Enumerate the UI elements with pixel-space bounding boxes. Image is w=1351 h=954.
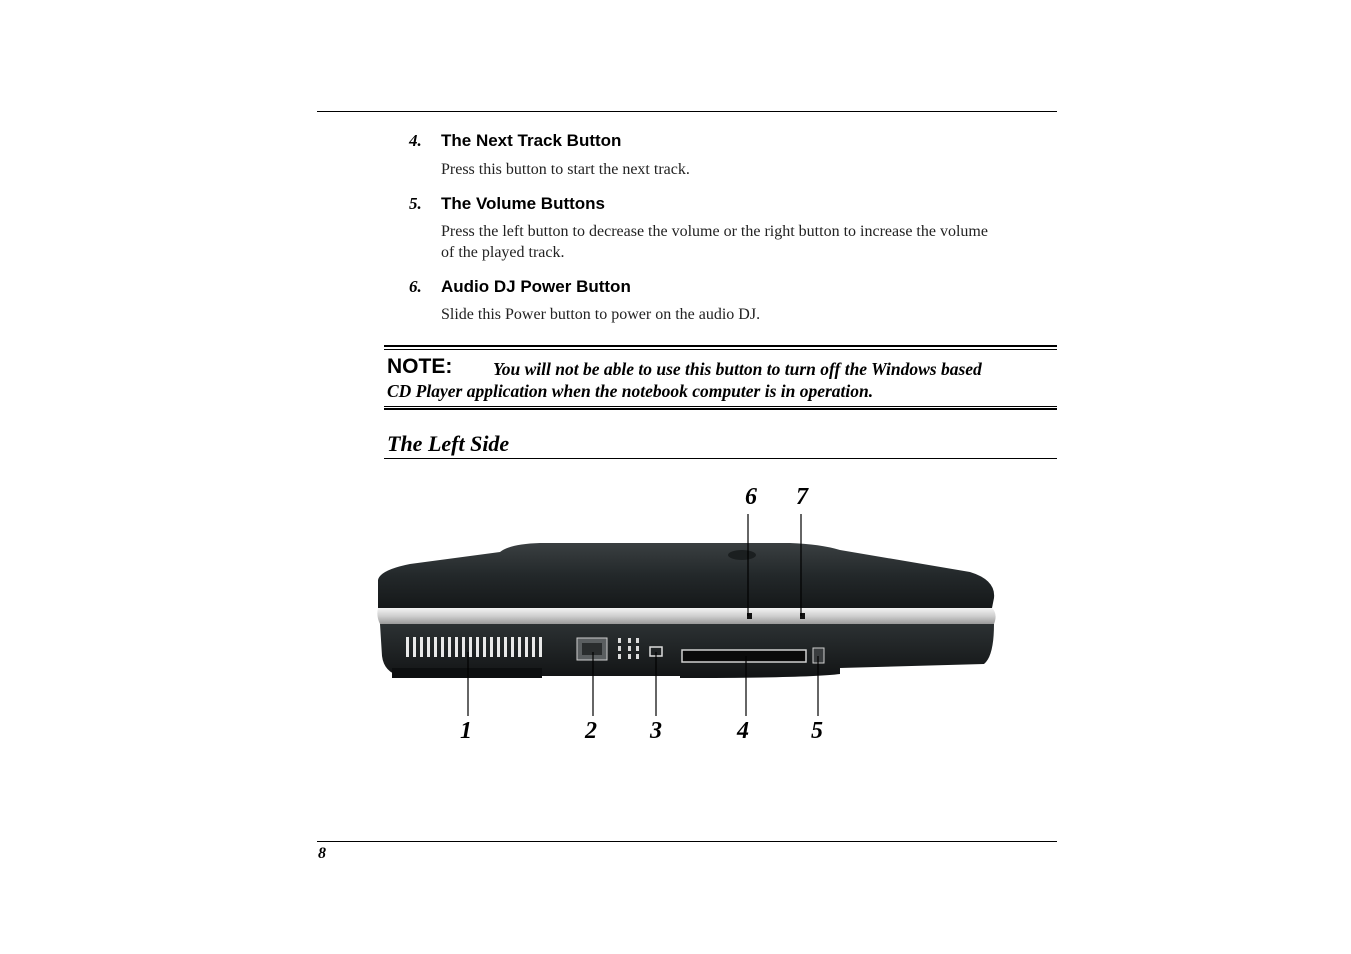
item-body: Press this button to start the next track. bbox=[441, 161, 690, 178]
pc-card-slot bbox=[682, 650, 806, 662]
callout-4: 4 bbox=[737, 718, 749, 744]
laptop-left-side-figure bbox=[370, 480, 1010, 750]
item-number: 4. bbox=[409, 131, 422, 150]
item-body: Slide this Power button to power on the audio DJ. bbox=[441, 306, 761, 323]
note-bottom-border bbox=[384, 408, 1057, 410]
footer-rule bbox=[317, 841, 1057, 842]
item-body-line: of the played track. bbox=[441, 244, 565, 261]
section-rule bbox=[384, 458, 1057, 459]
callout-3: 3 bbox=[650, 718, 662, 744]
item-body-line: Press the left button to decrease the volume or the right button to increase the volume bbox=[441, 223, 988, 240]
callout-7: 7 bbox=[796, 484, 808, 510]
note-line: CD Player application when the notebook computer is in operation. bbox=[387, 381, 874, 401]
lid-logo bbox=[728, 550, 756, 560]
item-heading: The Next Track Button bbox=[441, 131, 622, 150]
callout-1: 1 bbox=[460, 718, 472, 744]
note-bottom-border-thin bbox=[384, 406, 1057, 407]
item-number: 6. bbox=[409, 277, 422, 296]
note-label: NOTE: bbox=[387, 355, 453, 378]
item-heading: Audio DJ Power Button bbox=[441, 277, 631, 296]
laptop-lid bbox=[378, 543, 994, 608]
callout-5: 5 bbox=[811, 718, 823, 744]
callout-6: 6 bbox=[745, 484, 757, 510]
laptop-silver-band bbox=[377, 608, 995, 624]
page-number: 8 bbox=[318, 845, 326, 862]
section-title: The Left Side bbox=[387, 431, 510, 456]
callout-2: 2 bbox=[585, 718, 597, 744]
note-top-border-thin bbox=[384, 349, 1057, 350]
item-heading: The Volume Buttons bbox=[441, 194, 606, 213]
note-top-border bbox=[384, 345, 1057, 347]
item-number: 5. bbox=[409, 194, 422, 213]
header-rule bbox=[317, 111, 1057, 112]
note-line: You will not be able to use this button to turn off the Windows based bbox=[493, 359, 982, 379]
laptop-bottom-strip bbox=[392, 668, 542, 678]
